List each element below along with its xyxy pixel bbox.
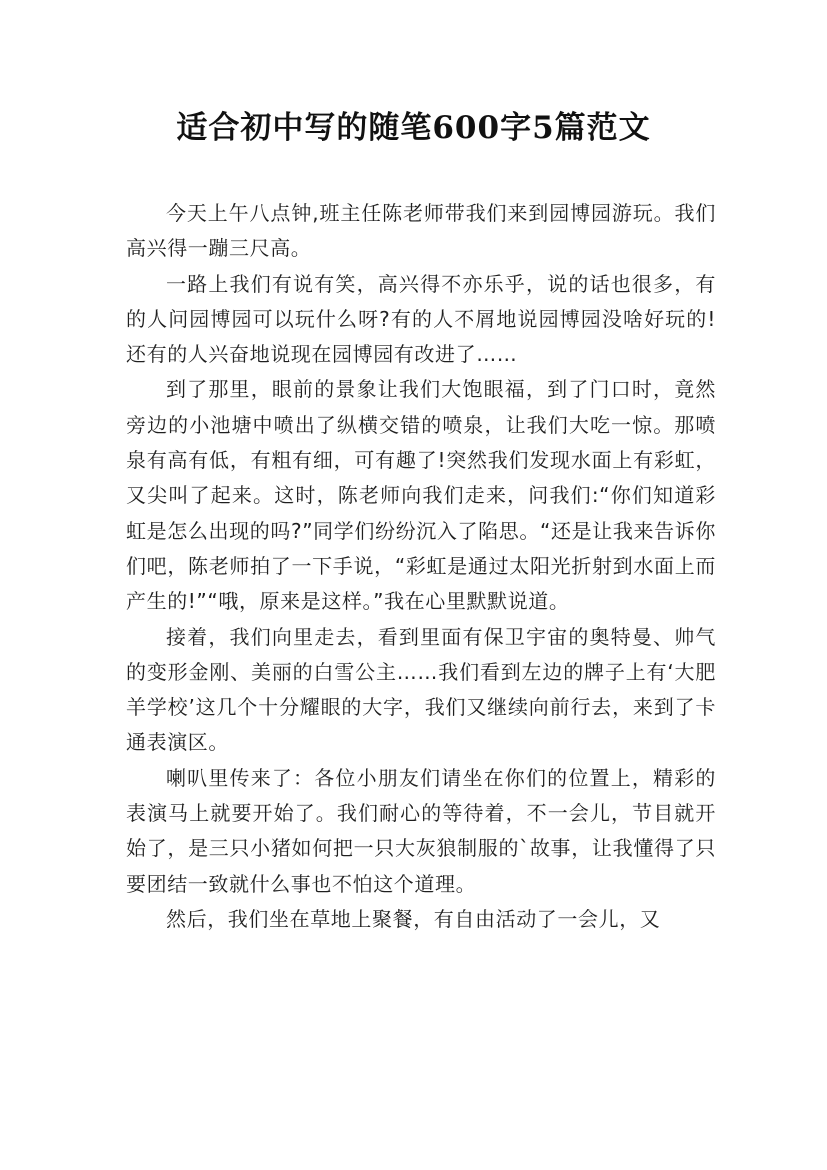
- document-title: 适合初中写的随笔600字5篇范文: [176, 110, 651, 146]
- document-body: [126, 196, 716, 937]
- paragraph: 然后，我们坐在草地上聚餐，有自由活动了一会儿，又: [166, 906, 661, 931]
- paragraph: 接着，我们向里走去，看到里面有保卫宇宙的奥特曼、帅气的变形金刚、美丽的白雪公主……我们看到左边的牌子上有‘大肥羊学校’这几个十分耀眼的大字，我们又继续向前行去，来到了卡通表演区。: [126, 624, 716, 755]
- paragraph: 一路上我们有说有笑，高兴得不亦乐乎，说的话也很多，有的人问园博园可以玩什么呀?有的人不屑地说园博园没啥好玩的!还有的人兴奋地说现在园博园有改进了……: [126, 271, 716, 367]
- paragraph: 今天上午八点钟,班主任陈老师带我们来到园博园游玩。我们高兴得一蹦三尺高。: [126, 201, 716, 261]
- paragraph: 喇叭里传来了：各位小朋友们请坐在你们的位置上，精彩的表演马上就要开始了。我们耐心的等待着，不一会儿，节目就开始了，是三只小猪如何把一只大灰狼制服的`故事，让我懂得了只要团结一致就什么事也不怕这个道理。: [126, 765, 716, 896]
- paragraph: 到了那里，眼前的景象让我们大饱眼福，到了门口时，竟然旁边的小池塘中喷出了纵横交错的喷泉，让我们大吃一惊。那喷泉有高有低，有粗有细，可有趣了!突然我们发现水面上有彩虹，又尖叫了起来。这时，陈老师向我们走来，问我们:“你们知道彩虹是怎么出现的吗?”同学们纷纷沉入了陷思。“还是让我来告诉你们吧，陈老师拍了一下手说，“彩虹是通过太阳光折射到水面上而产生的!”“哦，原来是这样。”我在心里默默说道。: [126, 377, 716, 614]
